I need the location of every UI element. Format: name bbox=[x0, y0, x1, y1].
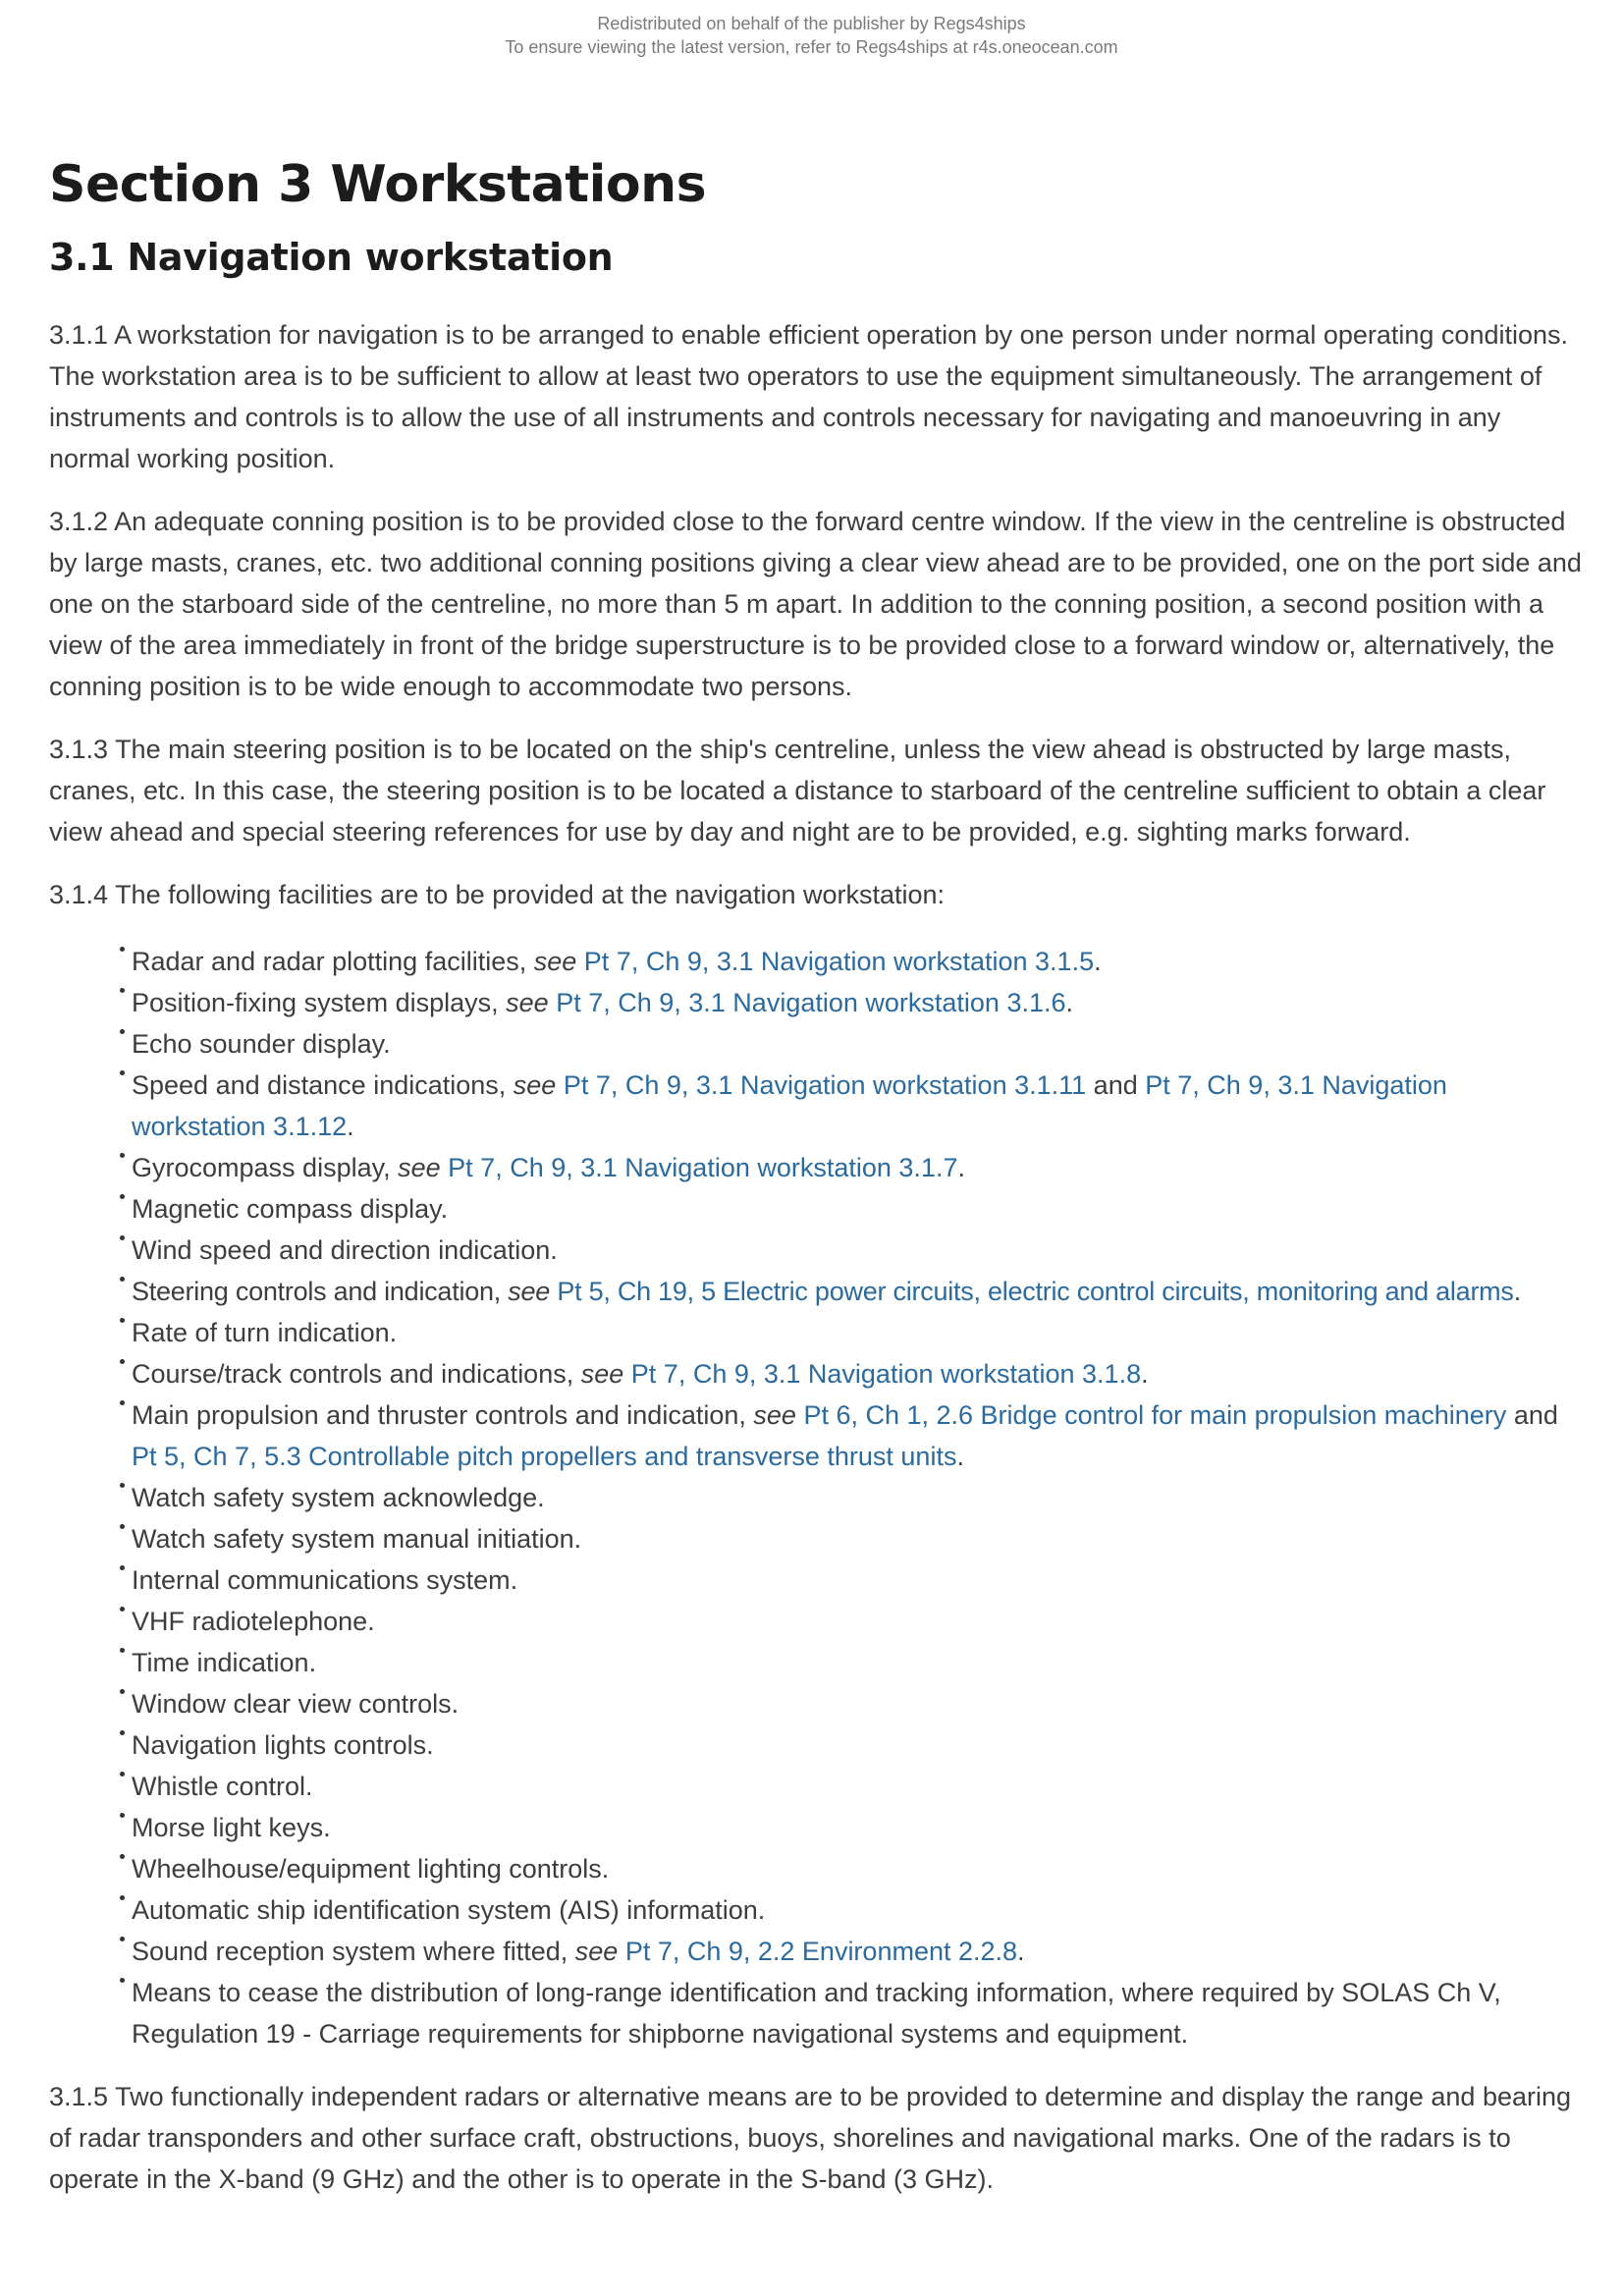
list-item: Rate of turn indication. bbox=[132, 1312, 1586, 1353]
list-item: Speed and distance indications, see Pt 7, Ch 9, 3.1 Navigation workstation 3.1.11 and Pt 7, Ch 9, 3.1 Navigation workstation 3.1.12. bbox=[132, 1065, 1586, 1147]
list-item: Watch safety system manual initiation. bbox=[132, 1518, 1586, 1559]
list-item: Sound reception system where fitted, see Pt 7, Ch 9, 2.2 Environment 2.2.8. bbox=[132, 1931, 1586, 1972]
reference-link[interactable]: Pt 6, Ch 1, 2.6 Bridge control for main propulsion machinery bbox=[803, 1400, 1507, 1430]
list-item: Radar and radar plotting facilities, see Pt 7, Ch 9, 3.1 Navigation workstation 3.1.5. bbox=[132, 941, 1586, 982]
list-item: Gyrocompass display, see Pt 7, Ch 9, 3.1 Navigation workstation 3.1.7. bbox=[132, 1147, 1586, 1188]
reference-link[interactable]: Pt 7, Ch 9, 2.2 Environment 2.2.8 bbox=[624, 1937, 1018, 1966]
list-item: Steering controls and indication, see Pt 5, Ch 19, 5 Electric power circuits, electric control circuits, monitoring and alarms. bbox=[132, 1271, 1586, 1312]
paragraph-3-1-1: 3.1.1 A workstation for navigation is to be arranged to enable efficient operation by one person under normal operating conditions. The workstation area is to be sufficient to allow at least two operators to use the equipment simultaneously. The arrangement of instruments and controls is to allow the use of all instruments and controls necessary for navigating and manoeuvring in any normal working position. bbox=[49, 320, 1569, 473]
list-item: Automatic ship identification system (AIS) information. bbox=[132, 1889, 1586, 1931]
list-item: Main propulsion and thruster controls and indication, see Pt 6, Ch 1, 2.6 Bridge control for main propulsion machinery and Pt 5, Ch 7, 5.3 Controllable pitch propellers and transverse thrust units. bbox=[132, 1394, 1586, 1477]
reference-link[interactable]: Pt 7, Ch 9, 3.1 Navigation workstation 3.1.7 bbox=[448, 1153, 958, 1182]
paragraph-3-1-2: 3.1.2 An adequate conning position is to be provided close to the forward centre window. If the view in the centreline is obstructed by large masts, cranes, etc. two additional conning positions giving a clear view ahead are to be provided, one on the port side and one on the starboard side of the centreline, no more than 5 m apart. In addition to the conning position, a second position with a view of the area immediately in front of the bridge superstructure is to be provided close to a forward window or, alternatively, the conning position is to be wide enough to accommodate two persons. bbox=[49, 507, 1582, 701]
reference-link[interactable]: Pt 7, Ch 9, 3.1 Navigation workstation 3.1.6 bbox=[556, 988, 1066, 1017]
paragraph-3-1-4: 3.1.4 The following facilities are to be provided at the navigation workstation: bbox=[49, 880, 946, 909]
reference-link[interactable]: Pt 7, Ch 9, 3.1 Navigation workstation 3.1.5 bbox=[583, 947, 1095, 976]
list-item: Morse light keys. bbox=[132, 1807, 1586, 1848]
list-item: Echo sounder display. bbox=[132, 1023, 1586, 1065]
list-item: Whistle control. bbox=[132, 1766, 1586, 1807]
reference-link[interactable]: Pt 5, Ch 7, 5.3 Controllable pitch propellers and transverse thrust units bbox=[132, 1442, 957, 1471]
list-item: Course/track controls and indications, see Pt 7, Ch 9, 3.1 Navigation workstation 3.1.8. bbox=[132, 1353, 1586, 1394]
document-content bbox=[49, 145, 1586, 2200]
reference-link[interactable]: Pt 5, Ch 19, 5 Electric power circuits, electric control circuits, monitoring and alarms bbox=[557, 1277, 1514, 1306]
list-item: Window clear view controls. bbox=[132, 1683, 1586, 1724]
subsection-title: 3.1 Navigation workstation bbox=[49, 236, 614, 279]
paragraph-3-1-5: 3.1.5 Two functionally independent radars or alternative means are to be provided to determine and display the range and bearing of radar transponders and other surface craft, obstructions, buoys, shorelines and navigational marks. One of the radars is to operate in the X-band (9 GHz) and the other is to operate in the S-band (3 GHz). bbox=[49, 2082, 1572, 2194]
reference-link[interactable]: Pt 7, Ch 9, 3.1 Navigation workstation 3.1.11 bbox=[563, 1070, 1087, 1100]
paragraph-3-1-3: 3.1.3 The main steering position is to be located on the ship's centreline, unless the view ahead is obstructed by large masts, cranes, etc. In this case, the steering position is to be located a distance to starboard of the centreline sufficient to obtain a clear view ahead and special steering references for use by day and night are to be provided, e.g. sighting marks forward. bbox=[49, 735, 1546, 847]
reference-link[interactable]: Pt 7, Ch 9, 3.1 Navigation workstation 3.1.8 bbox=[630, 1359, 1142, 1389]
list-item: VHF radiotelephone. bbox=[132, 1601, 1586, 1642]
list-item: Position-fixing system displays, see Pt 7, Ch 9, 3.1 Navigation workstation 3.1.6. bbox=[132, 982, 1586, 1023]
page-bottom-margin bbox=[0, 2229, 1623, 2296]
list-item: Wheelhouse/equipment lighting controls. bbox=[132, 1848, 1586, 1889]
reference-link[interactable]: Pt 7, Ch 9, 3.1 Navigation workstation 3.1.12 bbox=[132, 1070, 1447, 1141]
redistribution-line-2: To ensure viewing the latest version, refer to Regs4ships at r4s.oneocean.com bbox=[505, 37, 1118, 57]
redistribution-line-1: Redistributed on behalf of the publisher by Regs4ships bbox=[597, 14, 1026, 33]
list-item: Time indication. bbox=[132, 1642, 1586, 1683]
list-item: Watch safety system acknowledge. bbox=[132, 1477, 1586, 1518]
redistribution-notice bbox=[0, 12, 1623, 59]
list-item: Means to cease the distribution of long-range identification and tracking information, where required by SOLAS Ch V, Regulation 19 - Carriage requirements for shipborne navigational systems and equipment. bbox=[132, 1972, 1586, 2054]
list-item: Internal communications system. bbox=[132, 1559, 1586, 1601]
facilities-list bbox=[49, 941, 1586, 2054]
section-title: Section 3 Workstations bbox=[49, 155, 707, 214]
list-item: Wind speed and direction indication. bbox=[132, 1230, 1586, 1271]
list-item: Navigation lights controls. bbox=[132, 1724, 1586, 1766]
list-item: Magnetic compass display. bbox=[132, 1188, 1586, 1230]
